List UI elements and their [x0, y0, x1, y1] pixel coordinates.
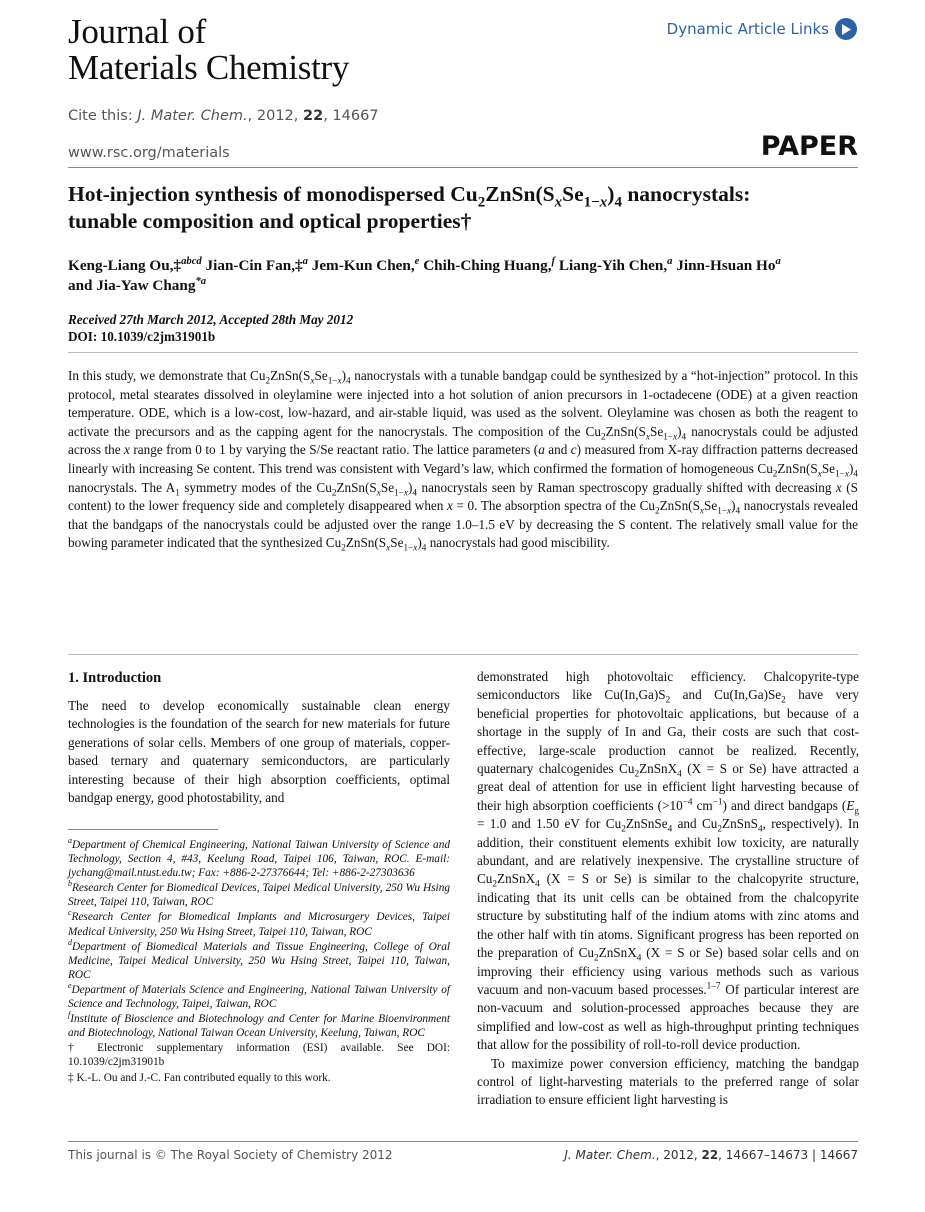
dynamic-article-links[interactable]	[667, 18, 857, 40]
footnote-esi: † Electronic supplementary information (ESI) available. See DOI: 10.1039/c2jm31901b	[68, 1042, 450, 1069]
abstract-top-divider	[68, 352, 858, 353]
footnote-equal-contribution: ‡ K.-L. Ou and J.-C. Fan contributed equally to this work.	[68, 1071, 331, 1084]
intro-paragraph-1: The need to develop economically sustainable clean energy technologies is the foundation of the search for new materials for future generations of solar cells. Members of one group of materials, copper-based ternary and quaternary semiconductors, are particularly interesting because of their high absorption coefficients, optimal bandgap energy, good photostability, and	[68, 698, 450, 806]
abstract-bottom-divider	[68, 654, 858, 655]
journal-name	[68, 14, 349, 86]
intro-paragraph-1-continued: demonstrated high photovoltaic efficiency. Chalcopyrite-type semiconductors like $Cu(In,Ga)S_2$ and $Cu(In,Ga)Se_2$ have very beneficial properties for photovoltaic applications, but because of a shortage in the supply of In and Ga, their costs are such that cost-effective, large-scale production cannot be realized. Recently, quaternary chalcogenides $Cu_2ZnSnX_4$ (X = S or Se) have attracted a great deal of attention for use in efficient light harvesting because of their high absorption coefficients ($>10^{-4}$ $cm^{-1}$) and direct bandgaps ($E_g = 1.0$ and 1.50 eV for $Cu_2ZnSnSe_4$ and $Cu_2ZnSnS_4$, respectively). In addition, their constituent elements exhibit low toxicity, are naturally abundant, and are relatively inexpensive. The crystalline structure of $Cu_2ZnSnX_4$ (X = S or Se) is similar to the chalcopyrite structure, indicating that its unit cells can be obtained from the chalcopyrite structure by substituting half of the indium atoms with zinc atoms and the other half with tin atoms. Significant progress has been reported on the preparation of $Cu_2ZnSnX_4$ (X = S or Se) based solar cells and on improving their efficiency using various methods such as various vacuum and non-vacuum based processes.$^{1-7}$ Of particular interest are non-vacuum and solution-processed approaches because they are simplified and low-cost as well as high-throughput printing techniques that allow for the possibility of roll-to-roll device production.	[477, 669, 860, 1053]
received-accepted: Received 27th March 2012, Accepted 28th May 2012	[68, 312, 354, 327]
doi[interactable]: DOI: 10.1039/c2jm31901b	[68, 329, 216, 344]
play-circle-icon[interactable]	[835, 18, 857, 40]
journal-name-line1: Journal of	[68, 12, 206, 51]
right-column	[477, 668, 859, 1110]
journal-url[interactable]: www.rsc.org/materials	[68, 145, 230, 161]
footnote-c: $^c$Research Center for Biomedical Implants and Microsurgery Devices, Taipei Medical University, 250 Wu Hsing Street, Taipei 110, Taiwan, ROC	[68, 908, 450, 938]
footer-divider	[68, 1141, 858, 1142]
footer-citation: J. Mater. Chem., 2012, 22, 14667–14673 | 14667	[564, 1148, 858, 1162]
dynamic-article-links-label[interactable]: Dynamic Article Links	[666, 20, 829, 38]
citation: Cite this: J. Mater. Chem., 2012, 22, 14667	[68, 108, 379, 124]
footnote-divider	[68, 829, 218, 830]
abstract: In this study, we demonstrate that $Cu_2ZnSn(S_xSe_{1-x})_4$ nanocrystals with a tunable bandgap could be synthesized by a “hot-injection” protocol. In this protocol, metal stearates dissolved in oleylamine were injected into a hot solution of anion precursors in 1-octadecene (ODE) at a given reaction temperature. ODE, which is a low-cost, low-hazard, and air-stable liquid, was used as the solvent. Oleylamine was chosen as both the reagent to activate the precursors and as the capping agent for the nanocrystals. The composition of the $Cu_2ZnSn(S_xSe_{1-x})_4$ nanocrystals could be adjusted across the x range from 0 to 1 by varying the S/Se reactant ratio. The lattice parameters (a and c) measured from X-ray diffraction patterns decreased linearly with increasing Se content. This trend was consistent with Vegard’s law, which confirmed the formation of homogeneous $Cu_2ZnSn(S_xSe_{1-x})_4$ nanocrystals. The $A_1$ symmetry modes of the $Cu_2ZnSn(S_xSe_{1-x})_4$ nanocrystals seen by Raman spectroscopy gradually shifted with decreasing x (S content) to the lower frequency side and completely disappeared when x = 0. The absorption spectra of the $Cu_2ZnSn(S_xSe_{1-x})_4$ nanocrystals revealed that the bandgaps of the nanocrystals could be adjusted over the range 1.0–1.5 eV by decreasing the S content. The relatively small value for the bowing parameter indicated that the synthesized $Cu_2ZnSn(S_xSe_{1-x})_4$ nanocrystals had good miscibility.	[68, 368, 858, 553]
footnote-f: $^f$Institute of Bioscience and Biotechnology and Center for Marine Bioenvironment and Biotechnology, National Taiwan Ocean University, Keelung, Taiwan, ROC	[68, 1010, 450, 1040]
article-type: PAPER	[760, 131, 858, 162]
header-divider	[68, 167, 858, 168]
affiliation-footnotes	[68, 838, 450, 1086]
section-heading-introduction: 1. Introduction	[68, 670, 162, 686]
author-list: Keng-Liang Ou,‡$^{abcd}$ Jian-Cin Fan,‡$^a$ Jem-Kun Chen,$^e$ Chih-Ching Huang,$^f$ Liang-Yih Chen,$^a$ Jinn-Hsuan Ho$^a$ and Jia-Yaw Chang$^{*a}$	[68, 255, 781, 294]
journal-name-line2: Materials Chemistry	[68, 48, 350, 87]
footnote-b: $^b$Research Center for Biomedical Devices, Taipei Medical University, 250 Wu Hsing Street, Taipei 110, Taiwan, ROC	[68, 879, 450, 909]
footnote-d: $^d$Department of Biomedical Materials and Tissue Engineering, College of Oral Medicine, Taipei Medical University, 250 Wu Hsing Street, Taipei 110, Taiwan, ROC	[68, 937, 450, 981]
article-dates	[68, 311, 353, 345]
footnote-e: $^e$Department of Materials Science and Engineering, National Taiwan University of Science and Technology, Taipei, Taiwan, ROC	[68, 981, 450, 1011]
article-title: Hot-injection synthesis of monodispersed $Cu_2ZnSn(S_xSe_{1-x})_4$ nanocrystals: tunable composition and optical properties†	[68, 182, 751, 233]
intro-paragraph-2: To maximize power conversion efficiency, matching the bandgap control of light-harvesting materials to the preferred range of solar irradiation to ensure efficient light harvesting is	[477, 1055, 859, 1108]
footer-copyright: This journal is © The Royal Society of Chemistry 2012	[68, 1148, 393, 1162]
left-column	[68, 668, 450, 807]
footnote-a: $^a$Department of Chemical Engineering, National Taiwan University of Science and Technology, Section 4, #43, Keelung Road, Taipei 106, Taiwan, ROC. E-mail: jychang@mail.ntust.edu.tw; Fax: +886-2-27376644; Tel: +886-2-27303636	[68, 836, 450, 880]
